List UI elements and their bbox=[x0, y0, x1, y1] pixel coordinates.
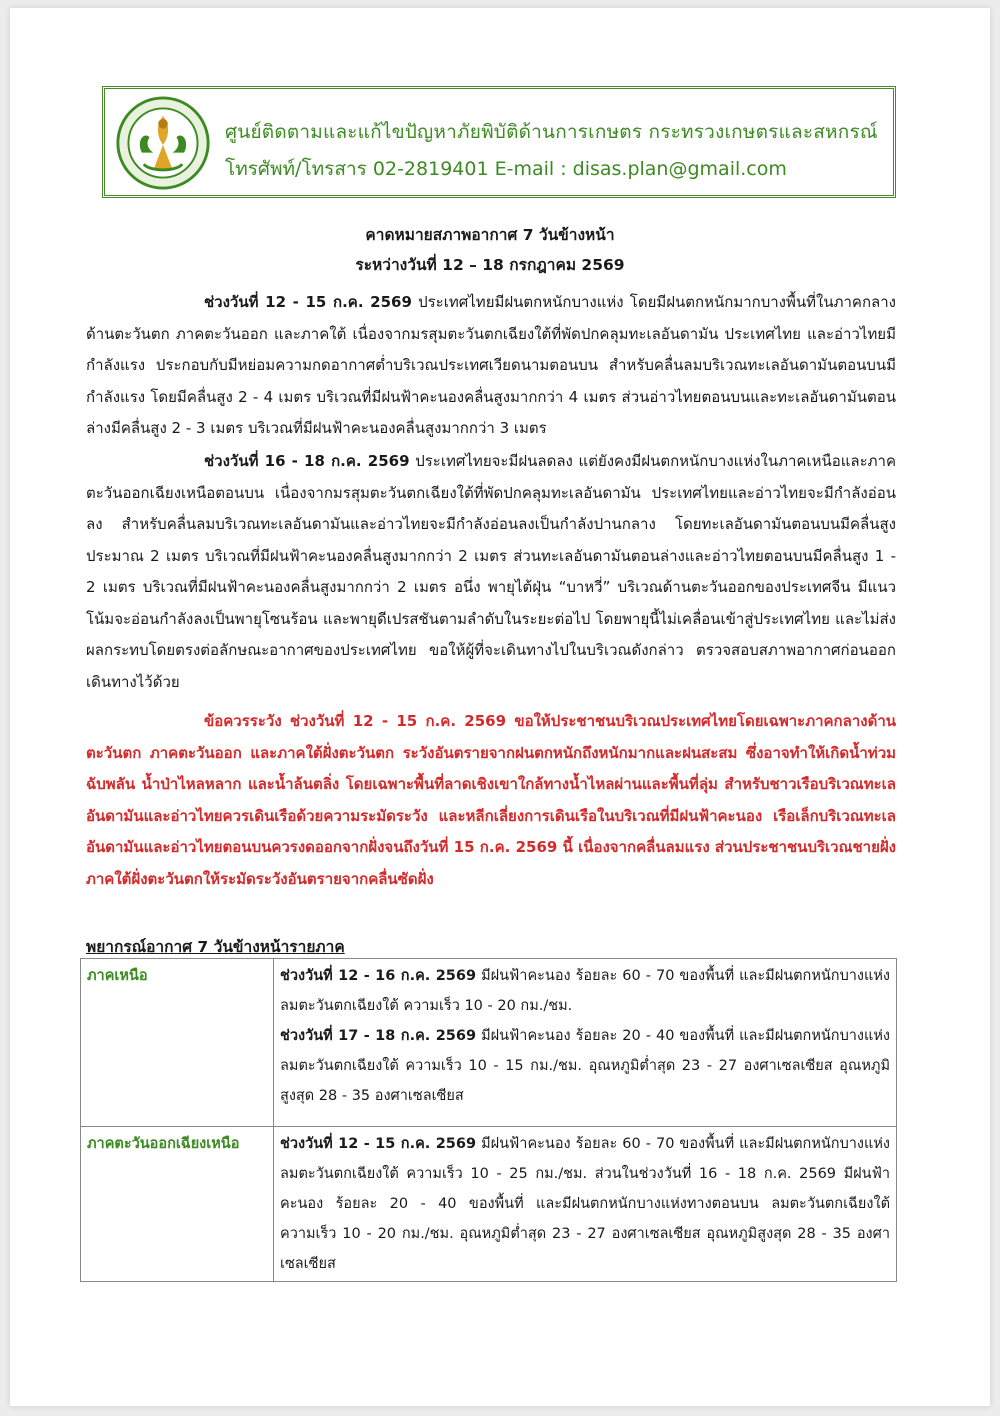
region-period-label: ช่วงวันที่ 12 - 16 ก.ค. 2569 bbox=[280, 968, 477, 984]
regional-forecast-table bbox=[80, 958, 897, 1282]
table-row bbox=[81, 1127, 897, 1282]
doc-date-range: ระหว่างวันที่ 12 – 18 กรกฎาคม 2569 bbox=[355, 256, 625, 274]
forecast-paragraph-2 bbox=[86, 446, 896, 698]
region-forecast bbox=[274, 1127, 897, 1282]
forecast-paragraph-1 bbox=[86, 287, 896, 445]
region-name: ภาคตะวันออกเฉียงเหนือ bbox=[81, 1127, 274, 1282]
region-period-label: ช่วงวันที่ 17 - 18 ก.ค. 2569 bbox=[280, 1028, 477, 1044]
region-forecast bbox=[274, 959, 897, 1127]
contact-info: โทรศัพท์/โทรสาร 02-2819401 E-mail : disas.plan@gmail.com bbox=[225, 158, 787, 180]
warning-paragraph bbox=[86, 706, 896, 895]
forecast-period-2: ช่วงวันที่ 16 - 18 ก.ค. 2569 bbox=[204, 452, 410, 470]
forecast-text-1: ประเทศไทยมีฝนตกหนักบางแห่ง โดยมีฝนตกหนักมากบางพื้นที่ในภาคกลางด้านตะวันตก ภาคตะวันออก และภาคใต้ เนื่องจากมรสุมตะวันตกเฉียงใต้ที่พัดปกคลุมทะเลอันดามัน ประเทศไทย และอ่าวไทยมีกำลังแรง ประกอบกับมีหย่อมความกดอากาศต่ำบริเวณประเทศเวียดนามตอนบน สำหรับคลื่นลมบริเวณทะเลอันดามันตอนบนมีกำลังแรง โดยมีคลื่นสูง 2 - 4 เมตร บริเวณที่มีฝนฟ้าคะนองคลื่นสูงมากกว่า 4 เมตร ส่วนอ่าวไทยตอนบนและทะเลอันดามันตอนล่างมีคลื่นสูง 2 - 3 เมตร บริเวณที่มีฝนฟ้าคะนองคลื่นสูงมากกว่า 3 เมตร bbox=[86, 293, 896, 437]
forecast-period-1: ช่วงวันที่ 12 - 15 ก.ค. 2569 bbox=[204, 293, 412, 311]
table-row bbox=[81, 959, 897, 1127]
doc-title: คาดหมายสภาพอากาศ 7 วันข้างหน้า bbox=[365, 226, 615, 244]
region-period-label: ช่วงวันที่ 12 - 15 ก.ค. 2569 bbox=[280, 1136, 477, 1152]
region-period-text: มีฝนฟ้าคะนอง ร้อยละ 60 - 70 ของพื้นที่ และมีฝนตกหนักบางแห่ง ลมตะวันตกเฉียงใต้ ความเร็ว 10 - 25 กม./ชม. ส่วนในช่วงวันที่ 16 - 18 ก.ค. 2569 มีฝนฟ้าคะนอง ร้อยละ 20 - 40 ของพื้นที่ และมีฝนตกหนักบางแห่งทางตอนบน ลมตะวันตกเฉียงใต้ ความเร็ว 10 - 20 กม./ชม. อุณหภูมิต่ำสุด 23 - 27 องศาเซลเซียส อุณหภูมิสูงสุด 28 - 35 องศาเซลเซียส bbox=[280, 1136, 890, 1272]
letterhead bbox=[102, 86, 896, 198]
org-name: ศูนย์ติดตามและแก้ไขปัญหาภัยพิบัติด้านการเกษตร กระทรวงเกษตรและสหกรณ์ bbox=[225, 121, 878, 143]
warning-text: ข้อควรระวัง ช่วงวันที่ 12 - 15 ก.ค. 2569 ขอให้ประชาชนบริเวณประเทศไทยโดยเฉพาะภาคกลางด้านตะวันตก ภาคตะวันออก และภาคใต้ฝั่งตะวันตก ระวังอันตรายจากฝนตกหนักถึงหนักมากและฝนสะสม ซึ่งอาจทำให้เกิดน้ำท่วมฉับพลัน น้ำป่าไหลหลาก และน้ำล้นตลิ่ง โดยเฉพาะพื้นที่ลาดเชิงเขาใกล้ทางน้ำไหลผ่านและพื้นที่ลุ่ม สำหรับชาวเรือบริเวณทะเลอันดามันและอ่าวไทยควรเดินเรือด้วยความระมัดระวัง และหลีกเลี่ยงการเดินเรือในบริเวณที่มีฝนฟ้าคะนอง เรือเล็กบริเวณทะเลอันดามันและอ่าวไทยตอนบนควรงดออกจากฝั่งจนถึงวันที่ 15 ก.ค. 2569 นี้ เนื่องจากคลื่นลมแรง ส่วนประชาชนบริเวณชายฝั่งภาคใต้ฝั่งตะวันตกให้ระมัดระวังอันตรายจากคลื่นซัดฝั่ง bbox=[86, 712, 896, 888]
ministry-logo bbox=[115, 95, 211, 191]
region-name: ภาคเหนือ bbox=[81, 959, 274, 1127]
region-period-text: มีฝนฟ้าคะนอง ร้อยละ 20 - 40 ของพื้นที่ และมีฝนตกหนักบางแห่ง ลมตะวันตกเฉียงใต้ ความเร็ว 10 - 15 กม./ชม. อุณหภูมิต่ำสุด 23 - 27 องศาเซลเซียส อุณหภูมิสูงสุด 28 - 35 องศาเซลเซียส bbox=[280, 1028, 890, 1104]
region-period-text: มีฝนฟ้าคะนอง ร้อยละ 60 - 70 ของพื้นที่ และมีฝนตกหนักบางแห่ง ลมตะวันตกเฉียงใต้ ความเร็ว 10 - 20 กม./ชม. bbox=[280, 968, 890, 1014]
forecast-text-2: ประเทศไทยจะมีฝนลดลง แต่ยังคงมีฝนตกหนักบางแห่งในภาคเหนือและภาคตะวันออกเฉียงเหนือตอนบน เนื่องจากมรสุมตะวันตกเฉียงใต้ที่พัดปกคลุมทะเลอันดามัน ประเทศไทยและอ่าวไทยจะมีกำลังอ่อนลง สำหรับคลื่นลมบริเวณทะเลอันดามันและอ่าวไทยจะมีกำลังอ่อนลงเป็นกำลังปานกลาง โดยทะเลอันดามันตอนบนมีคลื่นสูงประมาณ 2 เมตร บริเวณที่มีฝนฟ้าคะนองคลื่นสูงมากกว่า 2 เมตร ส่วนทะเลอันดามันตอนล่างและอ่าวไทยตอนบนมีคลื่นสูง 1 - 2 เมตร บริเวณที่มีฝนฟ้าคะนองคลื่นสูงมากกว่า 2 เมตร อนึ่ง พายุไต้ฝุ่น “บาหวี่” บริเวณด้านตะวันออกของประเทศจีน มีแนวโน้มจะอ่อนกำลังลงเป็นพายุโซนร้อน และพายุดีเปรสชันตามลำดับในระยะต่อไป โดยพายุนี้ไม่เคลื่อนเข้าสู่ประเทศไทย และไม่ส่งผลกระทบโดยตรงต่อลักษณะอากาศของประเทศไทย ขอให้ผู้ที่จะเดินทางไปในบริเวณดังกล่าว ตรวจสอบสภาพอากาศก่อนออกเดินทางไว้ด้วย bbox=[86, 452, 897, 691]
regional-forecast-title: พยากรณ์อากาศ 7 วันข้างหน้ารายภาค bbox=[86, 938, 345, 956]
